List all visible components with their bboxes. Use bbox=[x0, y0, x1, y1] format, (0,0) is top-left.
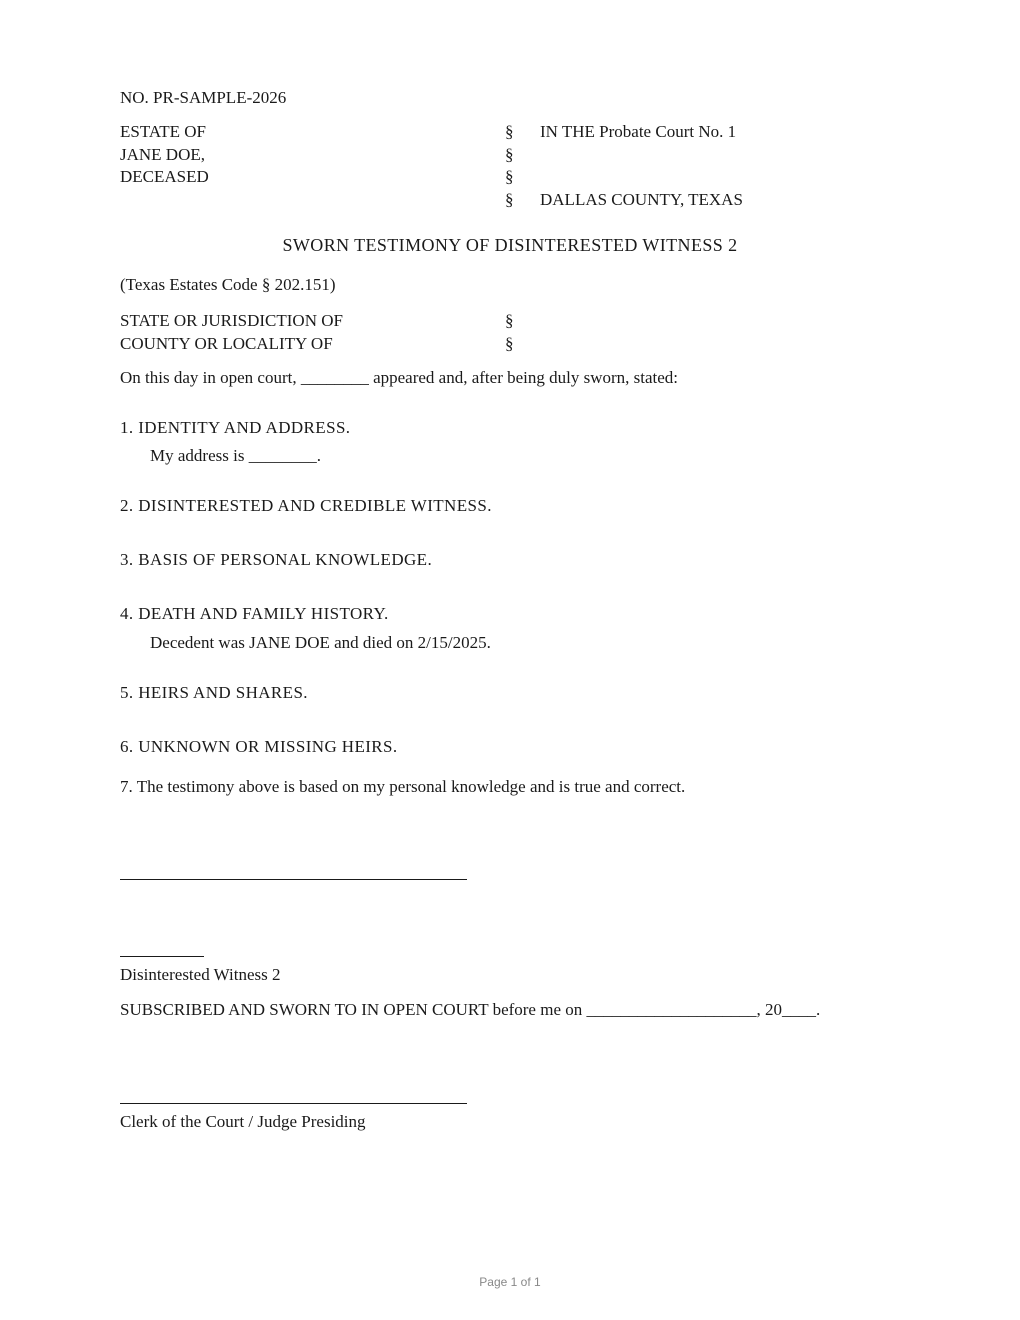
caption-county: DALLAS COUNTY, TEXAS bbox=[540, 190, 743, 209]
section-6-heading: 6. UNKNOWN OR MISSING HEIRS. bbox=[120, 737, 398, 756]
witness-signature-line bbox=[120, 879, 467, 880]
section-mark: § bbox=[505, 190, 514, 209]
section-1-heading: 1. IDENTITY AND ADDRESS. bbox=[120, 418, 351, 437]
section-mark: § bbox=[505, 311, 514, 330]
section-2-heading: 2. DISINTERESTED AND CREDIBLE WITNESS. bbox=[120, 496, 492, 515]
section-mark: § bbox=[505, 145, 514, 164]
caption-estate-of: ESTATE OF bbox=[120, 122, 207, 141]
caption-court: IN THE Probate Court No. 1 bbox=[540, 122, 737, 141]
witness-signature-label: Disinterested Witness 2 bbox=[120, 965, 281, 984]
witness-name-line bbox=[120, 956, 204, 957]
venue-state: STATE OR JURISDICTION OF bbox=[120, 311, 343, 330]
section-3-heading: 3. BASIS OF PERSONAL KNOWLEDGE. bbox=[120, 550, 433, 569]
section-4-body: Decedent was JANE DOE and died on 2/15/2025. bbox=[150, 633, 491, 652]
section-mark: § bbox=[505, 167, 514, 186]
section-1-body: My address is ________. bbox=[150, 446, 321, 465]
venue-county: COUNTY OR LOCALITY OF bbox=[120, 334, 333, 353]
section-4-heading: 4. DEATH AND FAMILY HISTORY. bbox=[120, 604, 389, 623]
intro-paragraph: On this day in open court, ________ appeared and, after being duly sworn, stated: bbox=[120, 368, 679, 387]
statute-reference: (Texas Estates Code § 202.151) bbox=[120, 275, 336, 294]
caption-deceased: DECEASED bbox=[120, 167, 209, 186]
jurat-statement: SUBSCRIBED AND SWORN TO IN OPEN COURT before me on ____________________, 20____. bbox=[120, 1000, 821, 1019]
caption-decedent-name: JANE DOE, bbox=[120, 145, 205, 164]
clerk-signature-label: Clerk of the Court / Judge Presiding bbox=[120, 1112, 366, 1131]
document-title: SWORN TESTIMONY OF DISINTERESTED WITNESS 2 bbox=[282, 235, 738, 255]
section-mark: § bbox=[505, 122, 514, 141]
case-number: NO. PR-SAMPLE-2026 bbox=[120, 88, 287, 107]
closing-statement: 7. The testimony above is based on my personal knowledge and is true and correct. bbox=[120, 777, 686, 796]
section-5-heading: 5. HEIRS AND SHARES. bbox=[120, 683, 308, 702]
section-mark: § bbox=[505, 334, 514, 353]
clerk-signature-line bbox=[120, 1103, 467, 1104]
page-number: Page 1 of 1 bbox=[479, 1275, 541, 1289]
